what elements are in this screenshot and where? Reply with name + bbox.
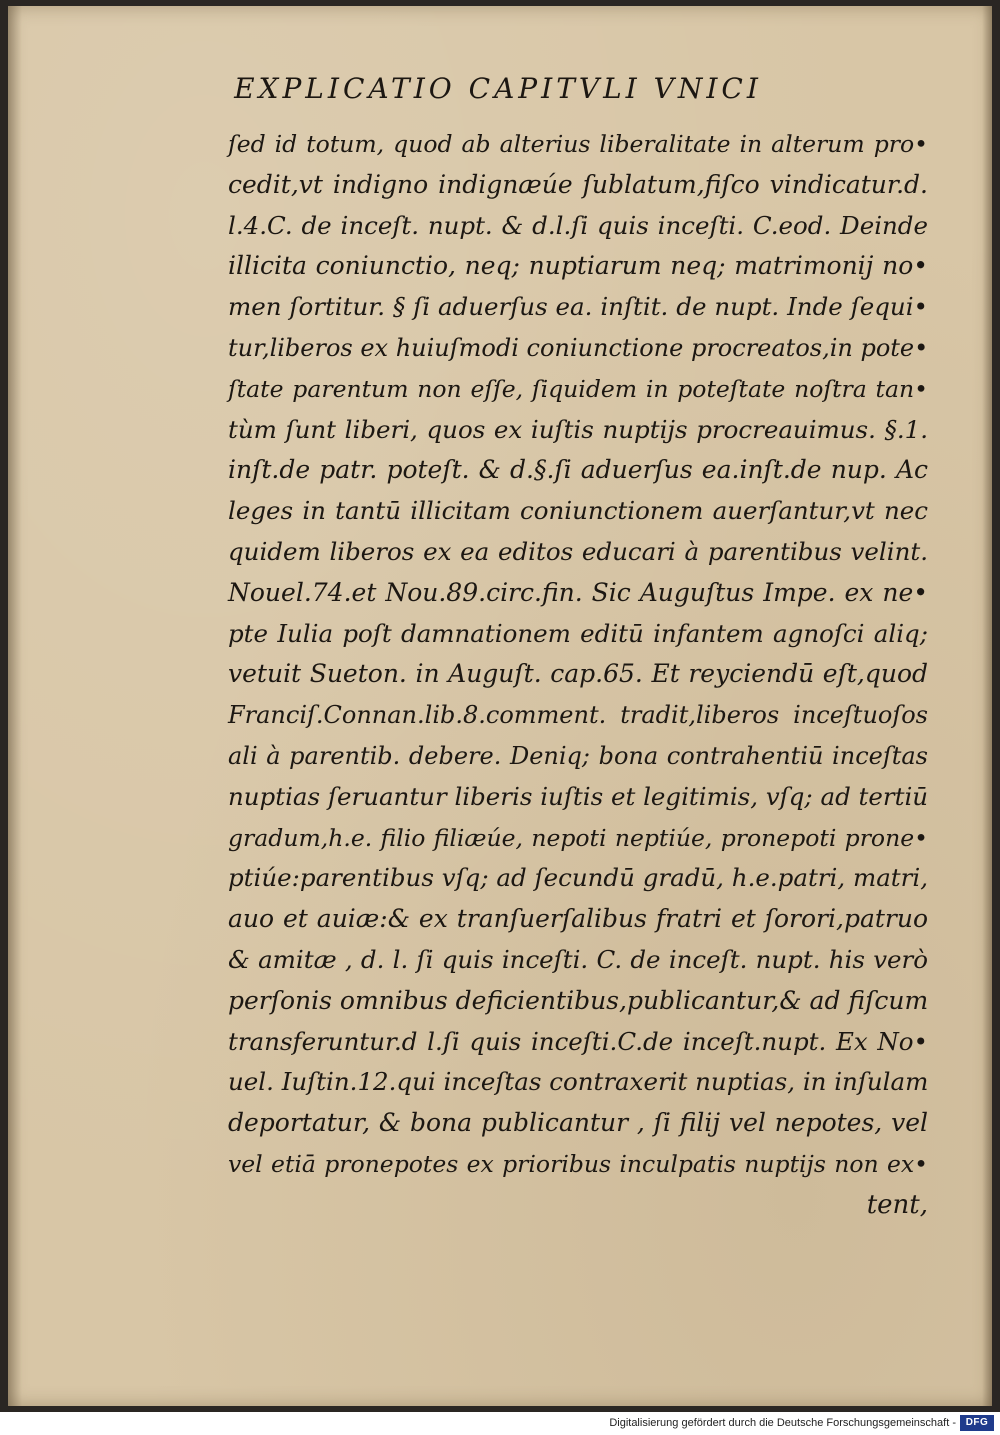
text-line: transferuntur.d l.ſi quis inceſti.C.de inceſt.nupt. Ex No• <box>228 1026 928 1056</box>
text-line: vetuit Sueton. in Auguſt. cap.65. Et reyciendū eſt,quod <box>228 659 928 689</box>
text-line: deportatur, & bona publicantur , ſi filij vel nepotes, vel <box>228 1108 928 1138</box>
text-line: leges in tantū illicitam coniunctionem auerſantur,vt nec <box>228 496 928 526</box>
page-text <box>228 124 928 1226</box>
text-line: pte Iulia poſt damnationem editū infantem agnoſci aliq; <box>228 618 928 648</box>
text-line: uel. Iuſtin.12.qui inceſtas contraxerit nuptias, in inſulam <box>228 1067 929 1097</box>
text-line: ſed id totum, quod ab alterius liberalitate in alterum pro• <box>228 130 928 158</box>
text-line: perſonis omnibus deficientibus,publicantur,& ad fiſcum <box>228 985 929 1015</box>
text-line: tur,liberos ex huiuſmodi coniunctione procreatos,in pote• <box>228 333 929 362</box>
text-line: men ſortitur. § ſi aduerſus ea. inſtit. de nupt. Inde ſequi• <box>228 292 928 322</box>
text-line: illicita coniunctio, neq; nuptiarum neq; matrimonij no• <box>228 251 928 281</box>
catchword: tent, <box>866 1189 928 1220</box>
book-page <box>8 6 992 1406</box>
text-line: quidem liberos ex ea editos educari à parentibus velint. <box>228 536 928 566</box>
text-line: auo et auiæ:& ex tranſuerſalibus fratri et ſorori,patruo <box>228 904 928 934</box>
dfg-logo[interactable]: DFG <box>960 1415 994 1431</box>
page-gutter-shadow <box>8 6 22 1406</box>
page-edge-shadow <box>982 6 992 1406</box>
funding-credit: Digitalisierung gefördert durch die Deutsche Forschungsgemeinschaft - <box>609 1417 956 1429</box>
text-line: tùm ſunt liberi, quos ex iuſtis nuptijs procreauimus. §.1. <box>228 414 928 444</box>
text-line: cedit,vt indigno indignæúe ſublatum,fiſco vindicatur.d. <box>228 169 928 199</box>
text-line: gradum,h.e. filio filiæúe, nepoti neptiúe, pronepoti prone• <box>228 823 928 852</box>
text-line: ſtate parentum non eſſe, ſiquidem in poteſtate noſtra tan• <box>228 374 928 403</box>
text-line: & amitæ , d. l. ſi quis inceſti. C. de inceſt. nupt. his verò <box>228 944 928 974</box>
text-line: nuptias ſeruantur liberis iuſtis et legitimis, vſq; ad tertiū <box>228 781 929 811</box>
text-line: ptiúe:parentibus vſq; ad ſecundū gradū, h.e.patri, matri, <box>228 863 928 893</box>
running-head: EXPLICATIO CAPITVLI VNICI <box>234 72 762 105</box>
text-line: vel etiā pronepotes ex prioribus inculpatis nuptijs non ex• <box>228 1149 928 1178</box>
footer-bar <box>0 1412 1000 1435</box>
text-line: inſt.de patr. poteſt. & d.§.ſi aduerſus ea.inſt.de nup. Ac <box>228 455 928 485</box>
text-line: Franciſ.Connan.lib.8.comment. tradit,liberos inceſtuoſos <box>228 701 928 730</box>
text-line: ali à parentib. debere. Deniq; bona contrahentiū inceſtas <box>228 741 928 770</box>
text-line: l.4.C. de inceſt. nupt. & d.l.ſi quis inceſti. C.eod. Deinde <box>228 210 928 240</box>
text-line: Nouel.74.et Nou.89.circ.fin. Sic Auguſtus Impe. ex ne• <box>228 577 928 607</box>
